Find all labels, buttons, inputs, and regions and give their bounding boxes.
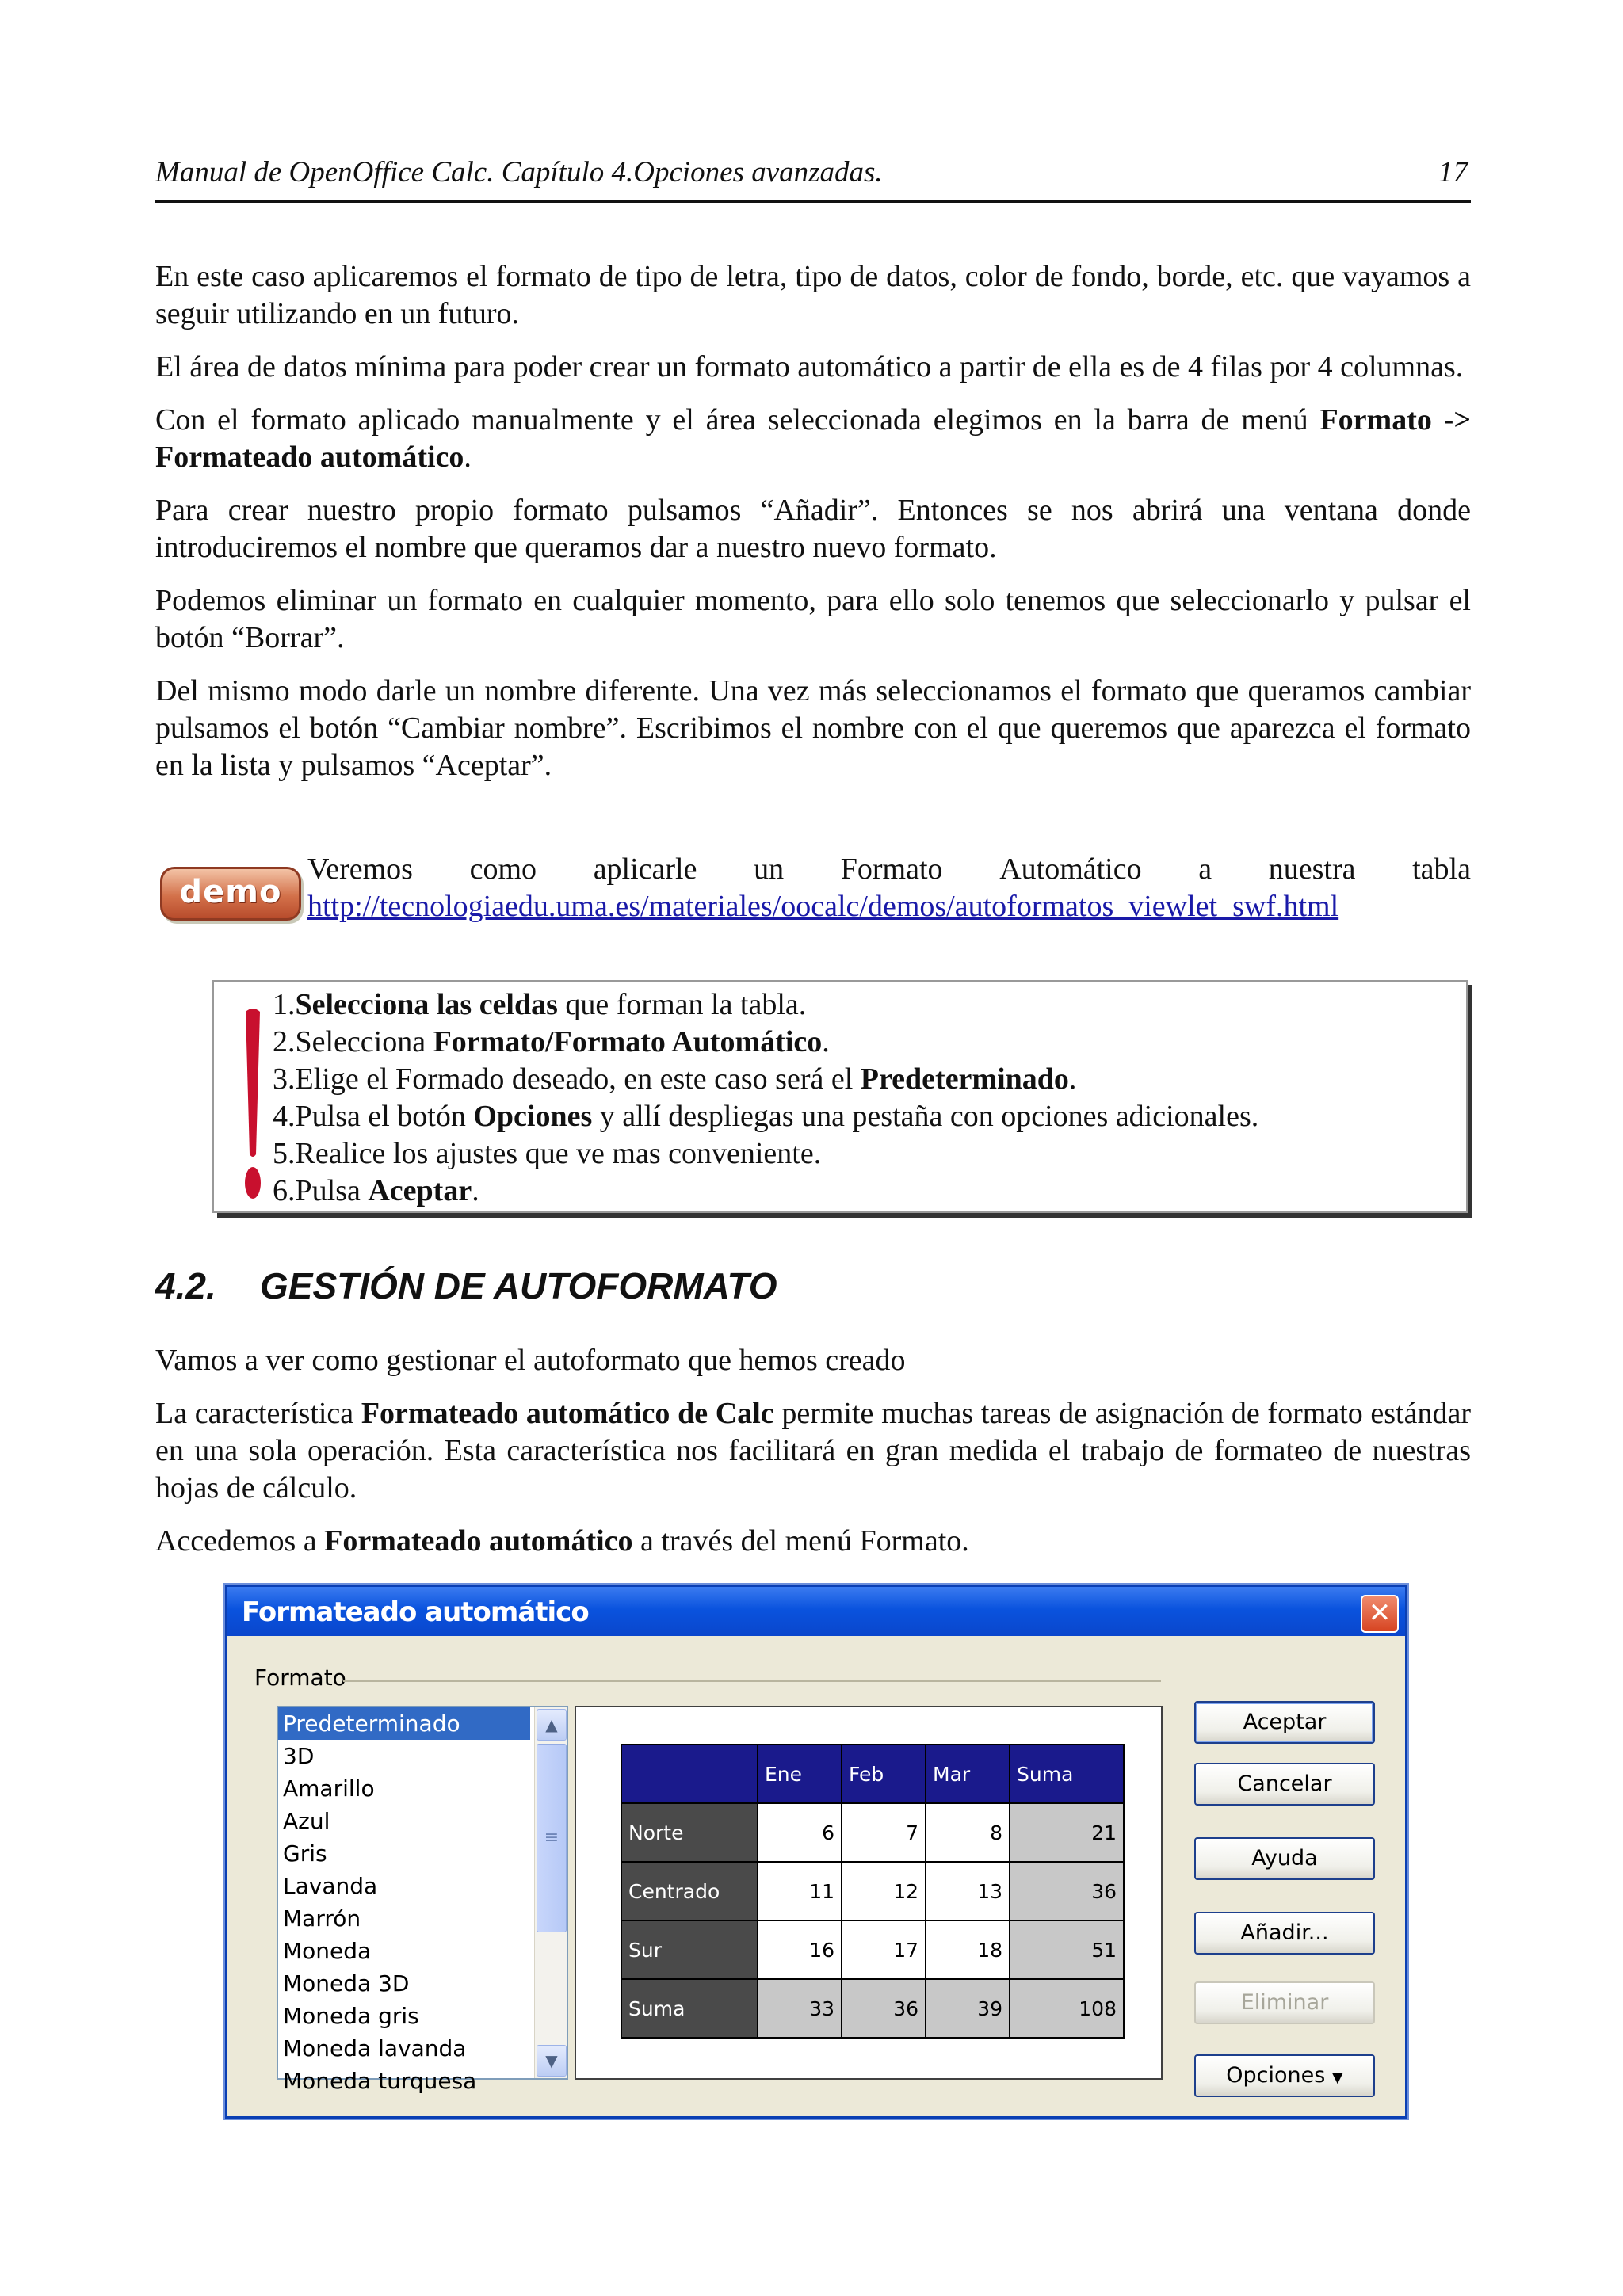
options-button-label: Opciones: [1226, 2063, 1326, 2088]
paragraph: Podemos eliminar un formato en cualquier momento, para ello solo tenemos que seleccionarlo y pulsar el botón “Borrar”.: [155, 584, 1471, 654]
preview-row: [621, 1862, 1124, 1920]
paragraph-text: permite muchas tareas de asignación de formato estándar en una sola operación. Esta característica nos facilitará en gran medida el trabajo de formateo de nuestras hojas de cálculo.: [155, 1397, 1472, 1505]
delete-button[interactable]: Eliminar: [1194, 1981, 1375, 2024]
step-bold: Opciones: [473, 1100, 593, 1133]
paragraph: [155, 1523, 1471, 1560]
format-list[interactable]: [277, 1706, 568, 2094]
step-text: Elige el Formado deseado, en este caso será el: [295, 1062, 861, 1096]
preview-row-header: Suma: [621, 1979, 758, 2038]
paragraph-text: La característica: [155, 1397, 361, 1430]
format-option[interactable]: Gris: [283, 1840, 327, 1867]
step-item: [273, 1098, 1258, 1135]
step-item: [273, 1173, 1258, 1210]
preview-total-cell: 39: [926, 1979, 1010, 2038]
expand-down-icon: ▼: [1331, 2069, 1343, 2086]
add-button[interactable]: Añadir...: [1194, 1912, 1375, 1955]
dialog-title: Formateado automático: [242, 1596, 589, 1628]
step-text: Pulsa: [295, 1174, 369, 1207]
format-group-label: Formato: [254, 1665, 346, 1691]
dialog-title-bar[interactable]: [227, 1587, 1405, 1636]
step-number: 5.: [273, 1137, 296, 1170]
preview-cell: 16: [758, 1920, 842, 1979]
step-text: Selecciona: [295, 1025, 433, 1058]
close-icon[interactable]: ✕: [1361, 1595, 1399, 1633]
section-heading: [155, 1264, 777, 1307]
format-option[interactable]: Lavanda: [283, 1873, 378, 1899]
preview-header-row: [621, 1745, 1124, 1803]
group-divider: [343, 1680, 1161, 1682]
format-option[interactable]: Moneda turquesa: [283, 2068, 477, 2094]
format-option[interactable]: Moneda 3D: [283, 1970, 410, 1997]
format-list-items: [278, 1707, 530, 2097]
demo-word: Formato: [840, 852, 943, 886]
step-item: [273, 1061, 1258, 1098]
step-number: 1.: [273, 988, 296, 1021]
demo-word: nuestra: [1268, 852, 1356, 886]
preview-row: [621, 1803, 1124, 1862]
section-title: GESTIÓN DE AUTOFORMATO: [260, 1265, 777, 1306]
step-number: 6.: [273, 1174, 296, 1207]
paragraph: Vamos a ver como gestionar el autoformato que hemos creado: [155, 1344, 906, 1377]
paragraph-text: Con el formato aplicado manualmente y el área seleccionada elegimos en la barra de menú: [155, 403, 1320, 437]
preview-total-cell: 36: [842, 1979, 926, 2038]
scroll-up-icon[interactable]: ▲: [537, 1709, 567, 1741]
scroll-thumb[interactable]: ≡: [537, 1744, 567, 1932]
cancel-button[interactable]: Cancelar: [1194, 1763, 1375, 1806]
preview-cell: 8: [926, 1803, 1010, 1862]
demo-text: [307, 851, 1471, 925]
preview-total-cell: 33: [758, 1979, 842, 2038]
format-option[interactable]: Amarillo: [283, 1775, 375, 1802]
demo-word: aplicarle: [593, 852, 697, 886]
demo-badge-icon[interactable]: [160, 867, 301, 921]
paragraph: En este caso aplicaremos el formato de tipo de letra, tipo de datos, color de fondo, borde, etc. que vayamos a seguir utilizando en un futuro.: [155, 260, 1471, 330]
step-bold: Aceptar: [368, 1174, 472, 1207]
preview-cell: 11: [758, 1862, 842, 1920]
demo-word: tabla: [1412, 852, 1471, 886]
step-item: [273, 1024, 1258, 1061]
paragraph: El área de datos mínima para poder crear un formato automático a partir de ella es de 4 filas por 4 columnas.: [155, 350, 1464, 383]
preview-total-cell: 51: [1010, 1920, 1124, 1979]
demo-word: como: [469, 852, 537, 886]
preview-corner-cell: [621, 1745, 758, 1803]
autoformat-dialog: [225, 1585, 1407, 2119]
section-number: 4.2.: [155, 1265, 216, 1306]
preview-total-row: [621, 1979, 1124, 2038]
format-option[interactable]: Moneda lavanda: [283, 2035, 467, 2061]
options-button[interactable]: [1194, 2054, 1375, 2097]
step-text: y allí despliegas una pestaña con opciones adicionales.: [592, 1100, 1259, 1133]
scroll-down-icon[interactable]: ▼: [537, 2045, 567, 2077]
feature-name: Formateado automático: [324, 1524, 633, 1558]
preview-row: [621, 1920, 1124, 1979]
preview-row-header: Sur: [621, 1920, 758, 1979]
demo-row: [155, 851, 1471, 930]
preview-cell: 13: [926, 1862, 1010, 1920]
demo-link[interactable]: http://tecnologiaedu.uma.es/materiales/oocalc/demos/autoformatos_viewlet_swf.html: [307, 890, 1339, 923]
preview-column-header: Mar: [926, 1745, 1010, 1803]
format-option[interactable]: Marrón: [283, 1905, 361, 1932]
paragraph: Del mismo modo darle un nombre diferente. Una vez más seleccionamos el formato que queramos cambiar pulsamos el botón “Cambiar nombre”. Escribimos el nombre con el que queremos que aparezca el formato en la lista y pulsamos “Aceptar”.: [155, 674, 1471, 782]
section-paragraphs: [155, 1342, 1471, 1576]
preview-column-header: Suma: [1010, 1745, 1124, 1803]
paragraph: [155, 402, 1471, 476]
step-bold: Predeterminado: [860, 1062, 1069, 1096]
preview-column-header: Ene: [758, 1745, 842, 1803]
step-text: .: [1068, 1062, 1077, 1096]
format-option-selected[interactable]: Predeterminado: [278, 1707, 530, 1740]
paragraph-text: .: [464, 441, 472, 474]
step-text: que forman la tabla.: [557, 988, 807, 1021]
format-option[interactable]: 3D: [283, 1743, 315, 1769]
demo-sentence: [307, 851, 1471, 888]
format-option[interactable]: Azul: [283, 1808, 330, 1834]
step-number: 4.: [273, 1100, 296, 1133]
preview-cell: 12: [842, 1862, 926, 1920]
page-header: [155, 155, 1471, 203]
demo-badge-label: demo: [179, 874, 282, 910]
step-item: [273, 1135, 1258, 1173]
preview-table: [621, 1744, 1125, 2039]
step-bold: Selecciona las celdas: [295, 988, 558, 1021]
steps-list: [273, 986, 1258, 1210]
step-number: 2.: [273, 1025, 296, 1058]
header-title: Manual de OpenOffice Calc. Capítulo 4.Opciones avanzadas.: [155, 156, 883, 189]
preview-column-header: Feb: [842, 1745, 926, 1803]
step-text: Pulsa el botón: [295, 1100, 474, 1133]
accept-button[interactable]: Aceptar: [1194, 1701, 1375, 1744]
paragraph-text: Accedemos a: [155, 1524, 325, 1558]
page-number: 17: [1438, 156, 1468, 189]
preview-cell: 7: [842, 1803, 926, 1862]
step-text: .: [822, 1025, 830, 1058]
preview-cell: 6: [758, 1803, 842, 1862]
list-scrollbar[interactable]: [534, 1707, 567, 2078]
preview-total-cell: 21: [1010, 1803, 1124, 1862]
demo-word: Automático: [999, 852, 1142, 886]
step-text: .: [472, 1174, 479, 1207]
exclamation-icon: [241, 1004, 265, 1202]
menu-path: Formato -> Formateado automático: [155, 403, 1471, 474]
format-option[interactable]: Moneda gris: [283, 2003, 419, 2029]
paragraph-text: a través del menú Formato.: [632, 1524, 969, 1558]
preview-total-cell: 108: [1010, 1979, 1124, 2038]
paragraph: Para crear nuestro propio formato pulsamos “Añadir”. Entonces se nos abrirá una ventana donde introduciremos el nombre que queramos dar a nuestro nuevo formato.: [155, 494, 1471, 564]
demo-word: Veremos: [307, 852, 413, 886]
format-option[interactable]: Moneda: [283, 1938, 372, 1964]
preview-cell: 17: [842, 1920, 926, 1979]
preview-row-header: Centrado: [621, 1862, 758, 1920]
help-button[interactable]: Ayuda: [1194, 1837, 1375, 1880]
step-item: [273, 986, 1258, 1024]
preview-row-header: Norte: [621, 1803, 758, 1862]
demo-word: un: [754, 852, 785, 886]
intro-paragraphs: [155, 258, 1471, 800]
step-text: Realice los ajustes que ve mas conveniente.: [295, 1137, 822, 1170]
steps-box: [212, 980, 1468, 1213]
preview-cell: 18: [926, 1920, 1010, 1979]
demo-word: a: [1198, 852, 1212, 886]
feature-name: Formateado automático de Calc: [361, 1397, 774, 1430]
step-number: 3.: [273, 1062, 296, 1096]
step-bold: Formato/Formato Automático: [433, 1025, 823, 1058]
preview-total-cell: 36: [1010, 1862, 1124, 1920]
paragraph: [155, 1395, 1471, 1507]
